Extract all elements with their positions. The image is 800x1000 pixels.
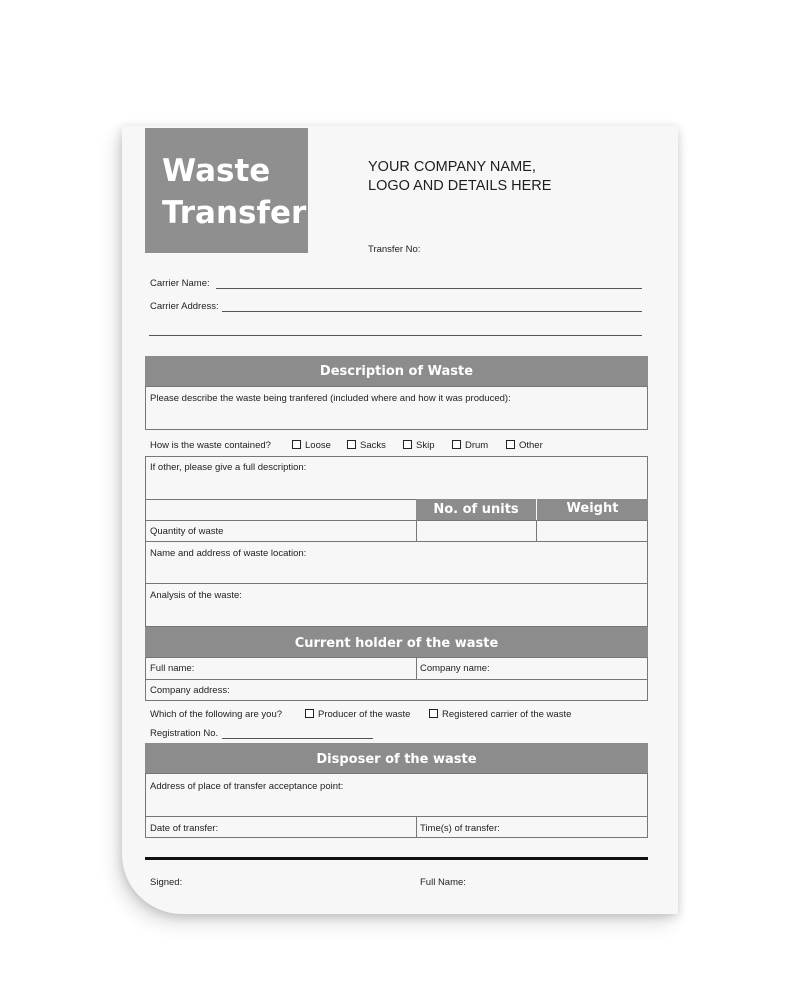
acceptance-point-label: Address of place of transfer acceptance point: [150,781,344,792]
checkbox-icon [429,709,438,718]
option-registered-carrier[interactable] [429,709,571,720]
option-loose-label: Loose [305,440,331,451]
weight-field[interactable] [536,520,648,542]
carrier-name-field[interactable] [216,278,642,289]
form-title-line2: Transfer [162,195,307,231]
units-field[interactable] [416,520,537,542]
option-other[interactable] [506,440,543,451]
weight-header: Weight [536,499,648,521]
containment-question: How is the waste contained? [150,440,271,451]
carrier-name-label: Carrier Name: [150,278,210,289]
company-line2: LOGO AND DETAILS HERE [368,178,552,194]
option-registered-carrier-label: Registered carrier of the waste [442,709,572,720]
checkbox-icon [403,440,412,449]
units-header: No. of units [416,499,536,521]
waste-description-prompt: Please describe the waste being tranfered (included where and how it was produced): [150,393,511,404]
option-producer[interactable] [305,709,410,720]
holder-full-name-label: Full name: [150,663,195,674]
carrier-address-field[interactable] [222,301,642,312]
option-loose[interactable] [292,440,331,451]
option-sacks-label: Sacks [360,440,386,451]
checkbox-icon [452,440,461,449]
waste-analysis-label: Analysis of the waste: [150,590,242,601]
holder-company-name-label: Company name: [420,663,490,674]
role-question: Which of the following are you? [150,709,283,720]
form-title-line1: Waste [162,153,271,189]
signed-label: Signed: [150,877,183,888]
quantity-label: Quantity of waste [150,526,224,537]
checkbox-icon [292,440,301,449]
carrier-address-field-line2[interactable] [149,325,642,336]
checkbox-icon [347,440,356,449]
checkbox-icon [305,709,314,718]
transfer-no-label: Transfer No: [368,244,421,255]
checkbox-icon [506,440,515,449]
waste-location-label: Name and address of waste location: [150,548,307,559]
registration-field[interactable] [222,728,373,739]
option-skip-label: Skip [416,440,435,451]
table-header-blank [145,499,417,521]
carrier-address-label: Carrier Address: [150,301,219,312]
transfer-time-label: Time(s) of transfer: [420,823,500,834]
disposer-heading: Disposer of the waste [145,743,648,774]
option-sacks[interactable] [347,440,386,451]
description-heading: Description of Waste [145,356,648,386]
registration-label: Registration No. [150,728,219,739]
company-details [368,158,551,196]
option-drum[interactable] [452,440,488,451]
other-description-prompt: If other, please give a full description: [150,462,307,473]
option-skip[interactable] [403,440,434,451]
transfer-date-label: Date of transfer: [150,823,219,834]
signature-full-name-label: Full Name: [420,877,466,888]
form-title [162,150,306,234]
acceptance-point-field[interactable] [145,773,648,817]
holder-company-address-label: Company address: [150,685,230,696]
option-other-label: Other [519,440,543,451]
company-line1: YOUR COMPANY NAME, [368,159,536,175]
holder-heading: Current holder of the waste [145,627,648,658]
option-producer-label: Producer of the waste [318,709,411,720]
signature-divider [145,857,648,860]
option-drum-label: Drum [465,440,489,451]
